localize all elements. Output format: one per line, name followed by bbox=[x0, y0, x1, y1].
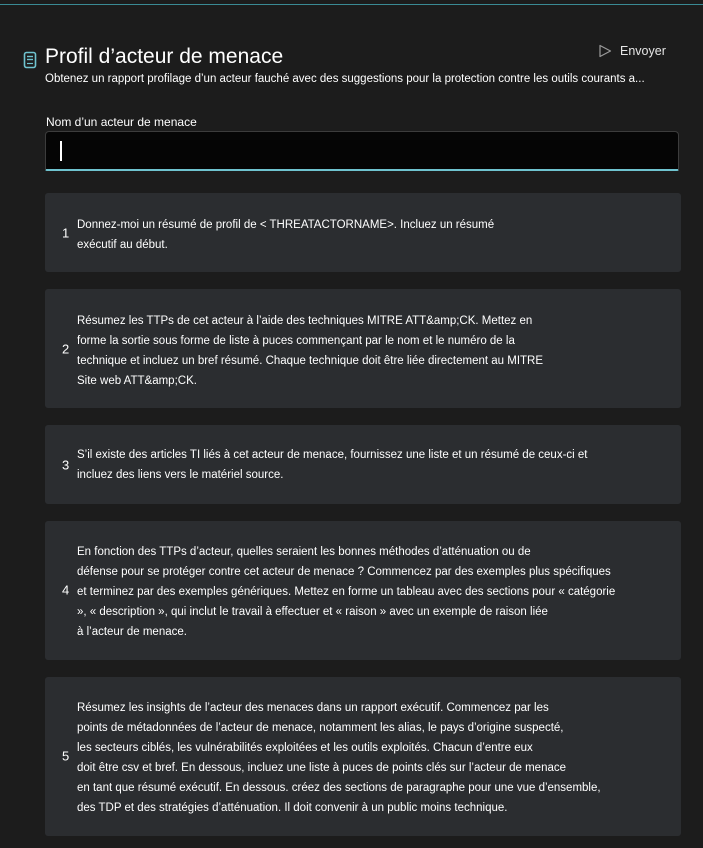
prompt-text: En fonction des TTPs d’acteur, quelles seraient les bonnes méthodes d’atténuation ou de défense pour se protéger contre cet acteur de menace ? Commencez par des exemples plus spécifiques et terminez par des exemples génériques. Mettez en forme un tableau avec des sections pour « catégorie », « description », qui inclut le travail à effectuer et « raison » avec un exemple de raison liée à l’acteur de menace. bbox=[77, 546, 616, 638]
prompt-text: Résumez les TTPs de cet acteur à l’aide des techniques MITRE ATT&amp;CK. Mettez en forme la sortie sous forme de liste à puces commençant par le nom et le numéro de la technique et incluez un bref résumé. Chaque technique doit être liée directement au MITRE Site web ATT&amp;CK. bbox=[77, 315, 544, 387]
prompt-card-3[interactable] bbox=[45, 425, 681, 504]
threat-actor-input[interactable] bbox=[46, 132, 678, 169]
prompt-text: Donnez-moi un résumé de profil de < THREATACTORNAME>. Incluez un résumé exécutif au début. bbox=[77, 219, 495, 251]
prompt-number: 5 bbox=[62, 748, 70, 764]
prompt-card-1[interactable] bbox=[45, 193, 681, 272]
book-icon bbox=[23, 51, 38, 70]
prompt-number: 3 bbox=[62, 457, 70, 473]
prompt-number: 1 bbox=[62, 225, 70, 241]
threat-actor-input-box[interactable] bbox=[45, 131, 679, 171]
prompt-card-5[interactable] bbox=[45, 677, 681, 836]
page-subtitle: Obtenez un rapport profilage d’un acteur fauché avec des suggestions pour la protection contre les outils courants a... bbox=[45, 73, 645, 85]
threat-actor-field-label: Nom d’un acteur de menace bbox=[46, 115, 197, 129]
prompt-card-4[interactable] bbox=[45, 521, 681, 660]
top-divider bbox=[0, 4, 703, 5]
prompt-number: 4 bbox=[62, 582, 70, 598]
text-caret bbox=[60, 141, 62, 161]
send-button[interactable] bbox=[598, 44, 666, 58]
prompt-card-2[interactable] bbox=[45, 289, 681, 408]
send-button-label: Envoyer bbox=[620, 44, 666, 58]
prompt-number: 2 bbox=[62, 341, 70, 357]
page-title: Profil d’acteur de menace bbox=[45, 45, 284, 68]
prompt-text: S’il existe des articles TI liés à cet acteur de menace, fournissez une liste et un résumé de ceux-ci et incluez des liens vers le matériel source. bbox=[77, 449, 588, 481]
send-icon bbox=[598, 44, 612, 58]
prompt-text: Résumez les insights de l’acteur des menaces dans un rapport exécutif. Commencez par les points de métadonnées de l’acteur de menace, notamment les alias, le pays d’origine suspecté, les secteurs ciblés, les vulnérabilités exploitées et les outils exploités. Chacun d’entre eux doit être csv et bref. En dessous, incluez une liste à puces de points clés sur l’acteur de menace en tant que résumé exécutif. En dessous. créez des sections de paragraphe pour une vue d’ensemble, des TDP et des stratégies d’atténuation. Il doit convenir à un public moins technique. bbox=[77, 702, 601, 814]
